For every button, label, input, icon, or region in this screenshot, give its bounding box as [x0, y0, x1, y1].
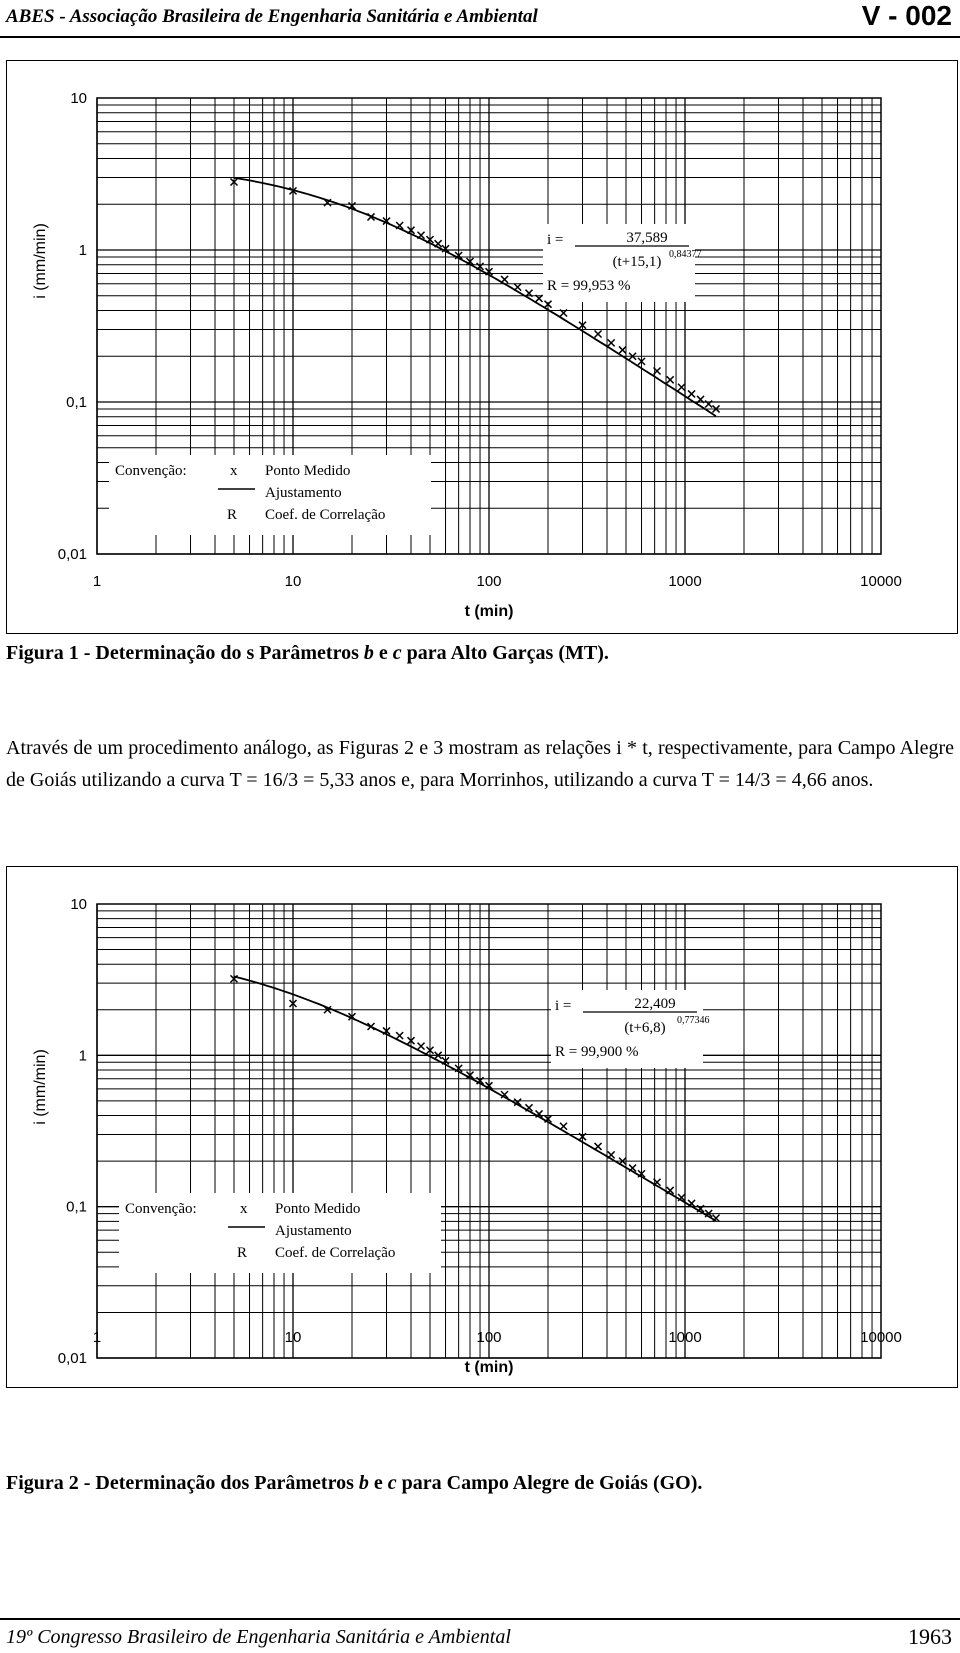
equation-r: R = 99,953 % [547, 278, 631, 294]
legend-corr: Coef. de Correlação [275, 1245, 396, 1261]
legend-rmark: R [227, 507, 238, 523]
figure-1-caption [6, 642, 609, 665]
legend-marker: x [240, 1201, 248, 1217]
legend-fit: Ajustamento [275, 1223, 352, 1239]
data-point [688, 390, 695, 397]
data-point [608, 1151, 615, 1158]
x-tick-label: 10 [284, 573, 302, 590]
x-tick-label: 1 [92, 573, 102, 590]
caption-b: b [363, 642, 374, 664]
equation-prefix: i = [547, 232, 564, 248]
equation-numerator: 22,409 [634, 996, 676, 1012]
x-tick-label: 1000 [668, 1329, 702, 1346]
y-tick-label: 10 [70, 896, 87, 913]
page-header [0, 0, 960, 38]
header-org: ABES - Associação Brasileira de Engenharia Sanitária e Ambiental [6, 6, 538, 27]
x-tick-label: 10000 [860, 573, 902, 590]
y-tick-label: 1 [78, 1047, 87, 1065]
grid [97, 904, 881, 1358]
chart-2-svg [7, 867, 957, 1387]
legend-corr: Coef. de Correlação [265, 507, 386, 523]
data-point [608, 339, 615, 346]
equation-exponent: 0,77346 [677, 1015, 710, 1026]
data-point [667, 376, 674, 383]
equation-numerator: 37,589 [626, 230, 668, 246]
caption-e: e [368, 1472, 388, 1494]
caption-label: Figura 2 - Determinação dos Parâmetros [6, 1472, 359, 1494]
chart-1-svg [7, 61, 957, 633]
x-axis-label: t (min) [464, 603, 514, 620]
header-code: V - 002 [861, 0, 952, 31]
figure-2-caption [6, 1472, 702, 1495]
x-tick-label: 10 [284, 1329, 302, 1346]
caption-tail: para Campo Alegre de Goiás (GO). [396, 1472, 703, 1494]
equation-box [551, 990, 710, 1068]
chart-figure-2 [6, 866, 958, 1388]
caption-c: c [387, 1472, 397, 1494]
equation-box [543, 224, 702, 302]
legend-measured: Ponto Medido [265, 463, 351, 479]
caption-label: Figura 1 - Determinação do s Parâmetros [6, 642, 364, 664]
page-number: 1963 [908, 1624, 952, 1649]
legend [109, 455, 431, 535]
legend-marker: x [230, 463, 238, 479]
data-point [514, 284, 521, 291]
data-point [595, 1143, 602, 1150]
equation-denominator: (t+15,1) [612, 254, 662, 270]
x-tick-label: 10000 [860, 1329, 902, 1346]
legend-title: Convenção: [125, 1201, 197, 1217]
x-tick-label: 100 [476, 1329, 502, 1346]
y-tick-label: 10 [70, 90, 87, 107]
x-tick-label: 100 [476, 573, 502, 590]
x-tick-label: 1000 [668, 573, 702, 590]
body-paragraph: Através de um procedimento análogo, as Figuras 2 e 3 mostram as relações i * t, respectivamente, para Campo Alegre de Goiás utilizando a curva T = 16/3 = 5,33 anos e, para Morrinhos, utilizando a curva T = 14/3 = 4,66 anos. [6, 737, 954, 791]
data-point [619, 346, 626, 353]
y-tick-label: 0,1 [66, 1198, 87, 1216]
data-point [435, 240, 442, 247]
data-point [678, 384, 685, 391]
caption-b: b [358, 1472, 369, 1494]
page-footer [0, 1618, 960, 1653]
y-tick-label: 0,01 [57, 1350, 87, 1367]
equation-r: R = 99,900 % [555, 1044, 639, 1060]
chart-figure-1 [6, 60, 958, 634]
caption-tail: para Alto Garças (MT). [401, 642, 609, 664]
y-tick-label: 1 [78, 242, 87, 259]
data-point [595, 331, 602, 338]
legend-fit: Ajustamento [265, 485, 342, 501]
legend-title: Convenção: [115, 463, 187, 479]
equation-exponent: 0,84377 [669, 249, 702, 260]
x-tick-label: 1 [92, 1329, 102, 1346]
y-tick-label: 0,1 [66, 394, 87, 411]
equation-denominator: (t+6,8) [624, 1020, 666, 1036]
footer-conference: 19º Congresso Brasileiro de Engenharia Sanitária e Ambiental [6, 1626, 511, 1648]
legend-measured: Ponto Medido [275, 1201, 361, 1217]
y-axis-label: i (mm/min) [32, 223, 49, 299]
legend [119, 1193, 441, 1273]
caption-c: c [392, 642, 402, 664]
legend-rmark: R [237, 1245, 248, 1261]
equation-prefix: i = [555, 998, 572, 1014]
y-tick-label: 0,01 [57, 546, 87, 563]
data-point [501, 276, 508, 283]
x-axis-label: t (min) [464, 1359, 514, 1376]
caption-e: e [373, 642, 393, 664]
data-point [418, 1043, 425, 1050]
data-point [560, 1123, 567, 1130]
y-axis-label: i (mm/min) [32, 1049, 49, 1125]
data-point [396, 1032, 403, 1039]
